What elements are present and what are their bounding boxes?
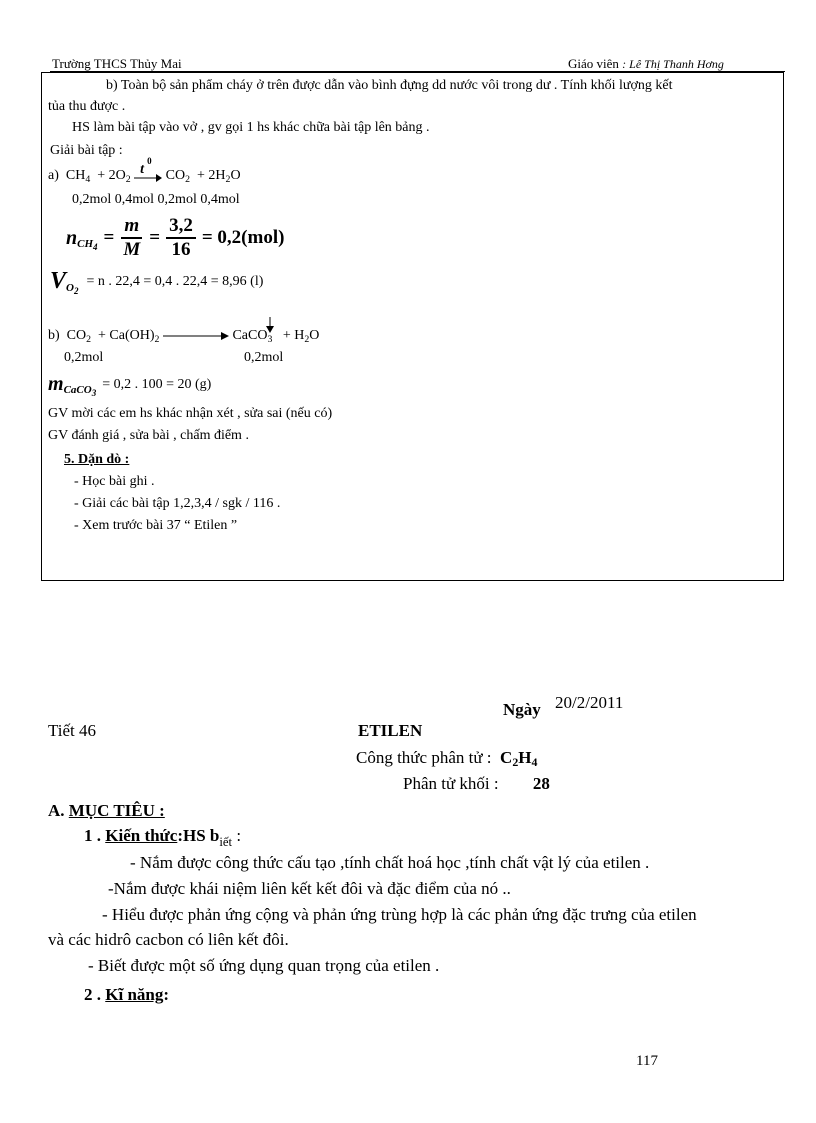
v-calc: = n . 22,4 = 0,4 . 22,4 = 8,96 (l) bbox=[86, 273, 264, 289]
eq-b-caoh2: + $Ca(OH)_2$ bbox=[98, 328, 160, 345]
eq-a-o2: + $2O_2$ bbox=[97, 168, 131, 185]
mass-caco3-formula bbox=[48, 373, 211, 396]
moles-b-co2: 0,2mol bbox=[64, 350, 104, 365]
molecular-formula: $C_2H_4$ bbox=[500, 748, 538, 769]
volume-formula bbox=[50, 268, 263, 295]
objective-4: - Biết được một số ứng dụng quan trọng của etilen . bbox=[88, 956, 440, 975]
eq-b-co2: $CO_2$ bbox=[66, 328, 92, 345]
mole-formula bbox=[66, 212, 284, 264]
fraction-values bbox=[166, 215, 196, 261]
teacher-name: : Lê Thị Thanh Hơng bbox=[622, 57, 724, 71]
homework-item-3: - Xem trước bài 37 “ Etilen ” bbox=[74, 518, 238, 533]
equals-1: = bbox=[103, 227, 115, 248]
mass-row bbox=[403, 774, 550, 794]
eq-a-ch4: $CH_4$ bbox=[65, 168, 91, 185]
objective-2: -Nắm được khái niệm liên kết kết đôi và đặc điểm của nó .. bbox=[108, 879, 511, 898]
arrow-icon bbox=[163, 331, 229, 341]
formula-label: Công thức phân tử : bbox=[356, 748, 492, 767]
knowledge-title: Kiến thức bbox=[105, 826, 178, 845]
objective-3: - Hiểu được phản ứng cộng và phản ứng trùng hợp là các phản ứng đặc trưng của etilen bbox=[102, 905, 697, 924]
lesson-title: ETILEN bbox=[358, 721, 423, 740]
m-symbol: m bbox=[121, 215, 142, 239]
section-a-title: MỤC TIÊU : bbox=[68, 801, 165, 820]
homework-item-2: - Giải các bài tập 1,2,3,4 / sgk / 116 . bbox=[74, 496, 281, 511]
section-a-heading: A. MỤC TIÊU : bbox=[48, 801, 165, 820]
M-symbol: M bbox=[123, 239, 141, 260]
n-result: = 0,2(mol) bbox=[201, 227, 285, 248]
reaction-arrow-a bbox=[134, 156, 162, 184]
homework-title: 5. Dặn dò : bbox=[64, 452, 130, 467]
moles-b-caco3: 0,2mol bbox=[244, 350, 284, 365]
homework-item-1: - Học bài ghi . bbox=[74, 474, 155, 489]
knowledge-heading: 1 . Kiến thức:HS $b_{iết}$ : bbox=[84, 826, 242, 849]
teacher-label-text: Giáo viên bbox=[568, 56, 619, 71]
m-caco3-symbol: $m_{CaCO_3}$ bbox=[48, 373, 97, 398]
formula-row bbox=[356, 748, 537, 768]
gv-comment-2: GV đánh giá , sửa bài , chấm điểm . bbox=[48, 428, 249, 443]
page-number: 117 bbox=[636, 1053, 658, 1069]
m-caco3-calc: = 0,2 . 100 = 20 (g) bbox=[102, 376, 212, 392]
equation-b bbox=[48, 328, 319, 344]
precipitate-arrow-icon bbox=[266, 317, 274, 333]
period-number: Tiết 46 bbox=[48, 721, 97, 740]
moles-a: 0,2mol 0,4mol 0,2mol 0,4mol bbox=[72, 192, 240, 207]
eq-a-h2o: + $2H_2O$ bbox=[197, 168, 241, 185]
hs-instruction: HS làm bài tập vào vở , gv gọi 1 hs khác chữa bài tập lên bảng . bbox=[72, 120, 430, 135]
condition-t: t bbox=[140, 162, 145, 177]
eq-a-co2: $CO_2$ bbox=[165, 168, 191, 185]
skills-heading: 2 . Kĩ năng: bbox=[84, 985, 170, 1004]
equation-a bbox=[48, 156, 241, 185]
mass-value: 3,2 bbox=[166, 215, 196, 239]
b-question-line1: b) Toàn bộ sản phẩm cháy ở trên được dẫn vào bình đựng dd nước vôi trong dư . Tính khối lượng kết bbox=[106, 78, 673, 93]
date-label: Ngày bbox=[503, 700, 541, 719]
equals-2: = bbox=[149, 227, 161, 248]
solve-label: Giải bài tập : bbox=[50, 143, 123, 158]
condition-degree: 0 bbox=[147, 156, 152, 166]
objective-1: - Nắm được công thức cấu tạo ,tính chất hoá học ,tính chất vật lý của etilen . bbox=[130, 853, 650, 872]
eq-b-h2o: + $H_2O$ bbox=[282, 328, 320, 345]
teacher-label bbox=[568, 56, 724, 72]
b-question-line2: tủa thu được . bbox=[48, 99, 126, 114]
eq-b-caco3: CaCO$_3$ bbox=[232, 328, 275, 343]
skills-title: Kĩ năng bbox=[105, 985, 164, 1004]
n-symbol: $n_{CH_4}$ bbox=[66, 226, 98, 252]
eq-b-prefix: b) bbox=[48, 328, 60, 343]
mass-label: Phân tử khối : bbox=[403, 774, 499, 793]
molecular-mass: 28 bbox=[532, 774, 550, 793]
v-symbol: $V_{O_2}$ bbox=[50, 268, 79, 296]
arrow-icon bbox=[134, 173, 162, 183]
gv-comment-1: GV mời các em hs khác nhận xét , sửa sai (nếu có) bbox=[48, 406, 333, 421]
molar-mass: 16 bbox=[171, 239, 191, 260]
fraction-m-over-M bbox=[120, 215, 143, 261]
date-value: 20/2/2011 bbox=[555, 693, 624, 712]
objective-3-cont: và các hidrô cacbon có liên kết đôi. bbox=[48, 930, 289, 949]
eq-a-prefix: a) bbox=[48, 168, 59, 183]
school-name: Trường THCS Thủy Mai bbox=[52, 56, 182, 71]
